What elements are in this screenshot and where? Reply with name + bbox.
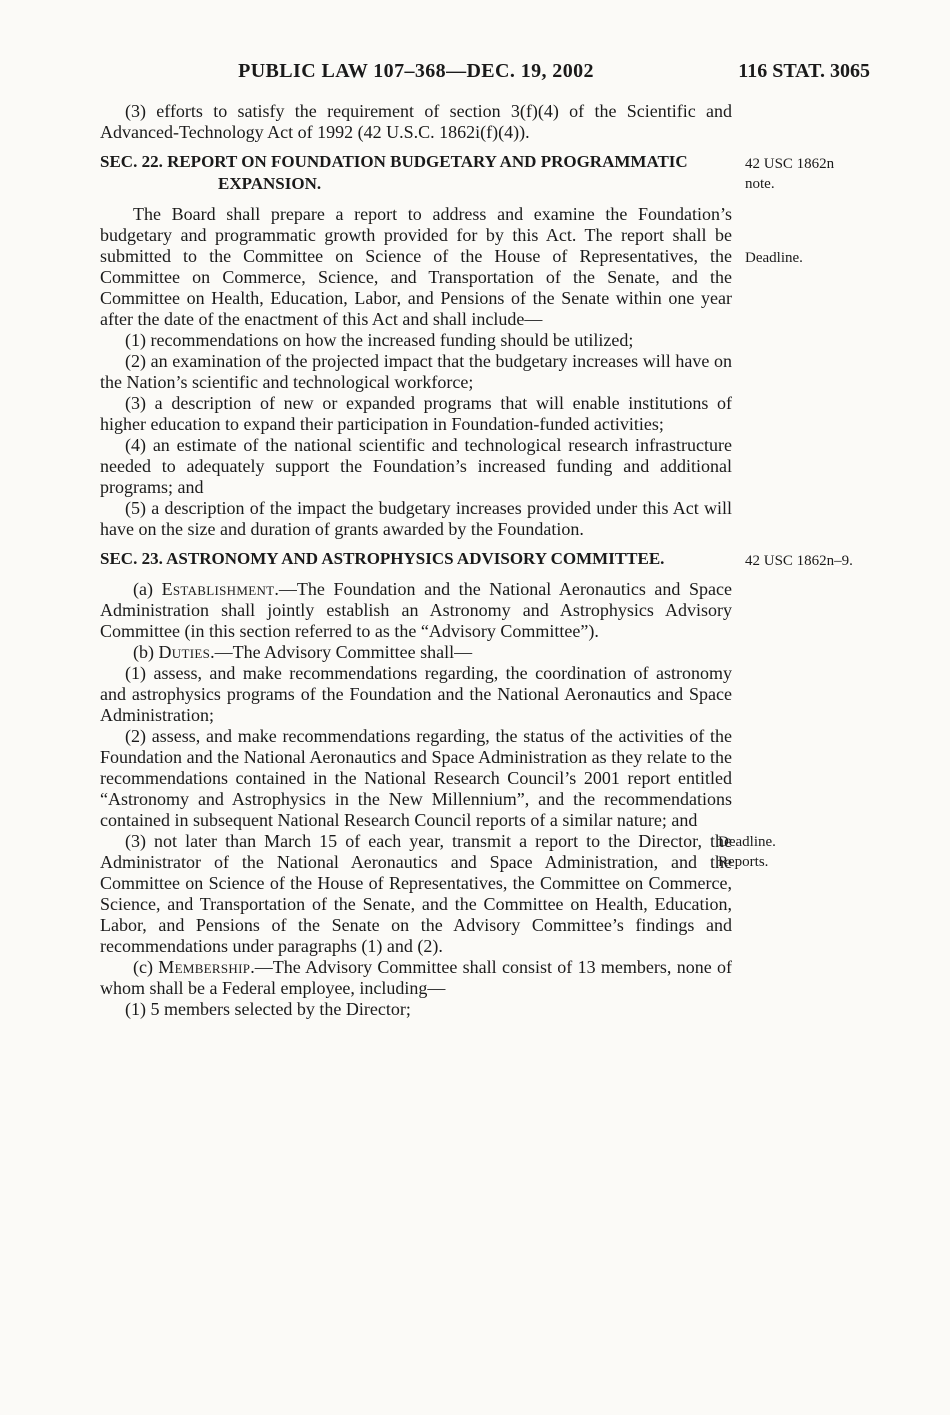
paragraph-3f4: (3) efforts to satisfy the requirement of section 3(f)(4) of the Scientific and Advanced-Technology Act of 1992 (42 U.S.C. 1862i(f)(4)).: [100, 101, 732, 142]
subsection-title-smallcaps: Establishment: [161, 579, 275, 599]
section-heading-23: [100, 548, 853, 570]
margin-note-usc-1862n-9: [745, 551, 905, 571]
statute-item-sec23b-3: [100, 831, 776, 957]
page-header-law-title: PUBLIC LAW 107–368—DEC. 19, 2002: [238, 60, 594, 82]
subsection-text: .—The Advisory Committee shall—: [210, 642, 473, 662]
margin-note-deadline: [745, 248, 905, 268]
page-header-stat-number: 116 STAT. 3065: [738, 60, 870, 82]
subsection-text: .—The Advisory Committee shall consist of 13 members, none of whom shall be a Federal employee, including—: [100, 957, 732, 998]
section-heading-22: [100, 151, 835, 195]
subsection-text: .—The Foundation and the National Aeronautics and Space Administration shall jointly establish an Astronomy and Astrophysics Advisory Committee (in this section referred to as the “Advisory Committee”).: [100, 579, 733, 641]
statute-item-text: (3) not later than March 15 of each year, transmit a report to the Director, the Administrator of the National Aeronautics and Space Administration, and the Committee on Science of the House of Representatives, the Committee on Commerce, Science, and Transportation of the Senate, and the Committee on Health, Education, Labor, and Pensions of the Senate on the Advisory Committee’s findings and recommendations under paragraphs (1) and (2).: [100, 831, 732, 956]
paragraph-sec23-c: [100, 957, 732, 999]
margin-note-usc-1862n: [745, 154, 905, 194]
subsection-label: (b): [133, 642, 159, 662]
paragraph-sec22-body: [100, 204, 803, 330]
statute-item-sec22-3: (3) a description of new or expanded programs that will enable institutions of higher education to expand their participation in Foundation-funded activities;: [100, 393, 732, 434]
margin-note-deadline-reports: [718, 832, 878, 872]
statute-item-sec22-1: (1) recommendations on how the increased funding should be utilized;: [125, 330, 634, 350]
section-heading-23-text: SEC. 23. ASTRONOMY AND ASTROPHYSICS ADVISORY COMMITTEE.: [100, 549, 665, 568]
subsection-label: (c): [133, 957, 159, 977]
margin-note-line: 42 USC 1862n–9.: [745, 553, 853, 569]
subsection-title-smallcaps: Membership: [158, 957, 251, 977]
paragraph-sec22-body-text: The Board shall prepare a report to address and examine the Foundation’s budgetary and programmatic growth provided for by this Act. The report shall be submitted to the Committee on Science of the House of Representatives, the Committee on Commerce, Science, and Transportation of the Senate, and the Committee on Health, Education, Labor, and Pensions of the Senate within one year after the date of the enactment of this Act and shall include—: [100, 204, 732, 329]
margin-note-line: Reports.: [718, 854, 769, 870]
statute-item-sec23b-2: (2) assess, and make recommendations regarding, the status of the activities of the Foundation and the National Aeronautics and Space Administration as they relate to the recommendations contained in the National Research Council’s 2001 report entitled “Astronomy and Astrophysics in the New Millennium”, and the recommendations contained in subsequent National Research Council reports of a similar nature; and: [100, 726, 732, 830]
section-heading-22-text: SEC. 22. REPORT ON FOUNDATION BUDGETARY AND PROGRAMMATIC EXPANSION.: [100, 152, 688, 193]
statute-item-sec23c-1: (1) 5 members selected by the Director;: [125, 999, 411, 1019]
content-column: [100, 101, 853, 1020]
margin-note-line: 42 USC 1862n: [745, 156, 835, 172]
statute-item-sec22-5: (5) a description of the impact the budgetary increases provided under this Act will have on the size and duration of grants awarded by the Foundation.: [100, 498, 732, 539]
margin-note-line: Deadline.: [745, 250, 803, 266]
statute-item-sec22-2: (2) an examination of the projected impact that the budgetary increases will have on the Nation’s scientific and technological workforce;: [100, 351, 732, 392]
margin-note-line: Deadline.: [718, 834, 776, 850]
paragraph-sec23-b: [100, 642, 732, 663]
subsection-label: (a): [133, 579, 162, 599]
margin-note-line: note.: [745, 176, 775, 192]
paragraph-sec23-a: [100, 579, 732, 642]
statute-item-sec22-4: (4) an estimate of the national scientific and technological research infrastructure needed to adequately support the Foundation’s increased funding and additional programs; and: [100, 435, 732, 497]
statute-item-sec23b-1: (1) assess, and make recommendations regarding, the coordination of astronomy and astrophysics programs of the Foundation and the National Aeronautics and Space Administration;: [100, 663, 732, 725]
subsection-title-smallcaps: Duties: [158, 642, 211, 662]
